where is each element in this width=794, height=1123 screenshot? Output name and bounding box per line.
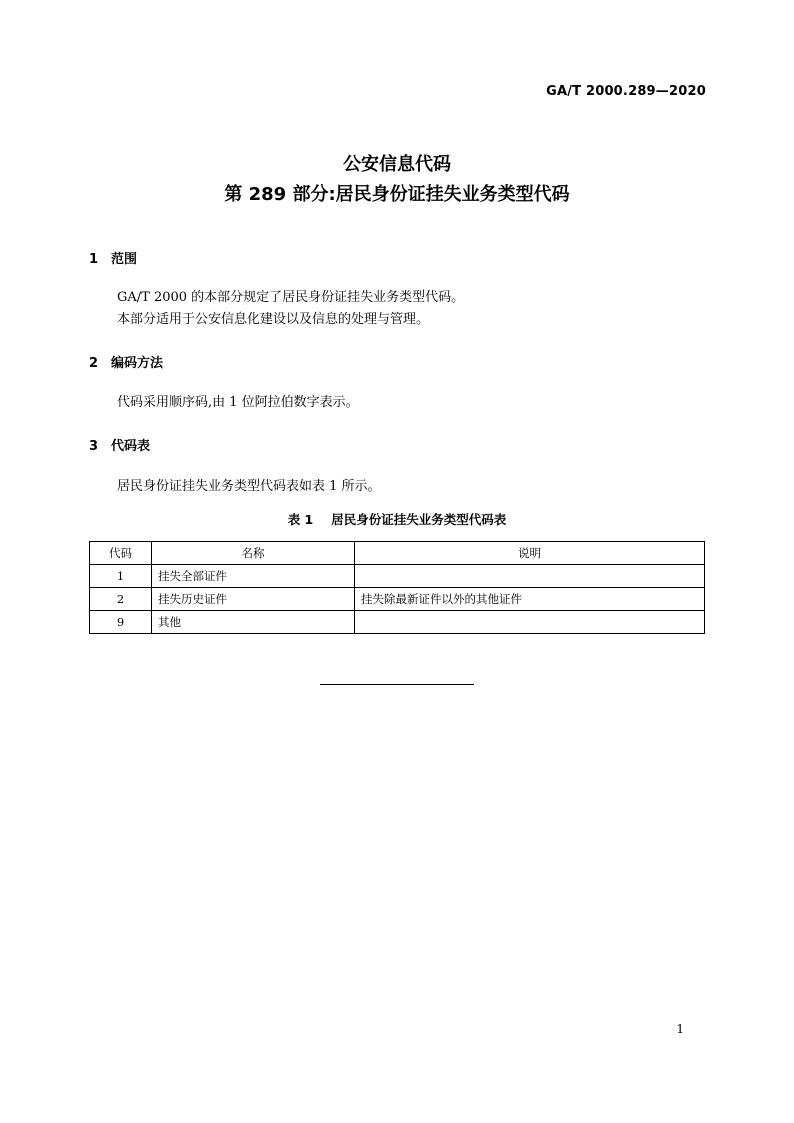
table-caption-number: 表 1 xyxy=(287,512,314,527)
end-rule xyxy=(320,684,474,685)
section-title: 范围 xyxy=(111,252,138,267)
cell-description xyxy=(355,611,705,634)
code-table xyxy=(89,541,705,634)
cell-code: 2 xyxy=(90,588,152,611)
page-number: 1 xyxy=(676,1022,684,1036)
header-description: 说明 xyxy=(355,542,705,565)
cell-code: 1 xyxy=(90,565,152,588)
section-number: 1 xyxy=(89,252,99,267)
table-caption xyxy=(0,510,794,528)
section-number: 2 xyxy=(89,356,99,371)
table-row xyxy=(90,611,705,634)
paragraph: 本部分适用于公安信息化建设以及信息的处理与管理。 xyxy=(117,312,430,327)
paragraph: 代码采用顺序码,由 1 位阿拉伯数字表示。 xyxy=(117,395,359,410)
section-heading-scope xyxy=(89,248,137,267)
paragraph: GA/T 2000 的本部分规定了居民身份证挂失业务类型代码。 xyxy=(117,290,465,305)
table-row xyxy=(90,588,705,611)
section-heading-coding-method xyxy=(89,352,163,371)
cell-name: 其他 xyxy=(152,611,355,634)
section-title: 编码方法 xyxy=(111,356,164,371)
document-subtitle: 第 289 部分:居民身份证挂失业务类型代码 xyxy=(224,184,570,205)
table-header-row xyxy=(90,542,705,565)
section-heading-code-table xyxy=(89,435,150,454)
cell-name: 挂失历史证件 xyxy=(152,588,355,611)
paragraph: 居民身份证挂失业务类型代码表如表 1 所示。 xyxy=(117,479,381,494)
header-name: 名称 xyxy=(152,542,355,565)
table-row xyxy=(90,565,705,588)
cell-name: 挂失全部证件 xyxy=(152,565,355,588)
cell-description xyxy=(355,565,705,588)
standard-code: GA/T 2000.289—2020 xyxy=(546,84,706,99)
document-title: 公安信息代码 xyxy=(343,154,451,175)
section-title: 代码表 xyxy=(111,439,151,454)
cell-description: 挂失除最新证件以外的其他证件 xyxy=(355,588,705,611)
section-number: 3 xyxy=(89,439,99,454)
header-code: 代码 xyxy=(90,542,152,565)
table-caption-title: 居民身份证挂失业务类型代码表 xyxy=(331,512,507,527)
cell-code: 9 xyxy=(90,611,152,634)
